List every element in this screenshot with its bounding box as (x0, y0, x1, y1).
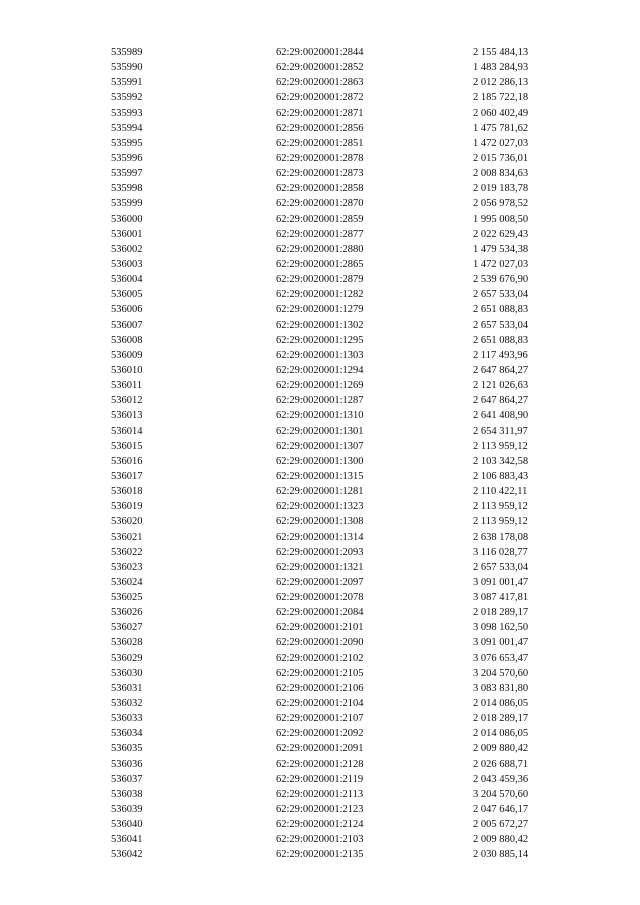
cadastral-number: 62:29:0020001:2871 (276, 107, 364, 119)
cadastral-value: 2 019 183,78 (473, 183, 529, 195)
cadastral-value: 2 113 959,12 (473, 440, 528, 452)
row-id: 536032 (111, 698, 143, 710)
row-id: 536008 (111, 334, 143, 346)
cadastral-number: 62:29:0020001:2097 (276, 576, 364, 588)
cadastral-value: 2 647 864,27 (473, 364, 529, 376)
cadastral-value: 2 026 688,71 (473, 758, 529, 770)
row-id: 536033 (111, 713, 143, 725)
row-id: 536021 (111, 531, 143, 543)
table-row (0, 681, 640, 696)
table-row (0, 166, 640, 181)
cadastral-number: 62:29:0020001:2851 (276, 137, 364, 149)
cadastral-number: 62:29:0020001:2135 (276, 849, 364, 861)
cadastral-value: 2 651 088,83 (473, 334, 529, 346)
cadastral-number: 62:29:0020001:2858 (276, 183, 364, 195)
cadastral-value: 2 110 422,11 (473, 486, 528, 498)
cadastral-value: 2 009 880,42 (473, 743, 529, 755)
row-id: 536020 (111, 516, 143, 528)
cadastral-number: 62:29:0020001:1287 (276, 395, 364, 407)
row-id: 536028 (111, 637, 143, 649)
table-row (0, 121, 640, 136)
cadastral-number: 62:29:0020001:2128 (276, 758, 364, 770)
table-row (0, 408, 640, 423)
row-id: 536015 (111, 440, 143, 452)
table-row (0, 378, 640, 393)
cadastral-value: 1 472 027,03 (473, 258, 529, 270)
cadastral-number: 62:29:0020001:1281 (276, 486, 364, 498)
cadastral-number: 62:29:0020001:2865 (276, 258, 364, 270)
cadastral-number: 62:29:0020001:2872 (276, 92, 364, 104)
cadastral-number: 62:29:0020001:2107 (276, 713, 364, 725)
cadastral-number: 62:29:0020001:2093 (276, 546, 364, 558)
table-row (0, 60, 640, 75)
table-row (0, 454, 640, 469)
row-id: 535990 (111, 62, 143, 74)
cadastral-value: 2 047 646,17 (473, 804, 529, 816)
row-id: 536011 (111, 380, 143, 392)
cadastral-value: 2 009 880,42 (473, 834, 529, 846)
row-id: 536029 (111, 652, 143, 664)
table-row (0, 106, 640, 121)
table-row (0, 545, 640, 560)
cadastral-value: 2 060 402,49 (473, 107, 529, 119)
row-id: 536041 (111, 834, 143, 846)
cadastral-number: 62:29:0020001:2084 (276, 607, 364, 619)
cadastral-number: 62:29:0020001:2852 (276, 62, 364, 74)
cadastral-value: 2 106 883,43 (473, 470, 529, 482)
table-row (0, 530, 640, 545)
cadastral-value: 3 116 028,77 (473, 546, 528, 558)
cadastral-value: 3 204 570,60 (473, 788, 529, 800)
row-id: 535991 (111, 77, 143, 89)
row-id: 536030 (111, 667, 143, 679)
cadastral-value: 2 015 736,01 (473, 152, 529, 164)
cadastral-number: 62:29:0020001:2844 (276, 47, 364, 58)
cadastral-number: 62:29:0020001:1323 (276, 501, 364, 513)
cadastral-number: 62:29:0020001:2113 (276, 788, 364, 800)
row-id: 535998 (111, 183, 143, 195)
cadastral-number: 62:29:0020001:2877 (276, 228, 364, 240)
cadastral-number: 62:29:0020001:2092 (276, 728, 364, 740)
table-row (0, 439, 640, 454)
row-id: 536017 (111, 470, 143, 482)
row-id: 536001 (111, 228, 143, 240)
row-id: 536038 (111, 788, 143, 800)
cadastral-value: 3 098 162,50 (473, 622, 529, 634)
cadastral-value: 1 472 027,03 (473, 137, 529, 149)
row-id: 536012 (111, 395, 143, 407)
table-row (0, 499, 640, 514)
row-id: 536014 (111, 425, 143, 437)
table-row (0, 318, 640, 333)
row-id: 535997 (111, 168, 143, 180)
cadastral-number: 62:29:0020001:2870 (276, 198, 364, 210)
table-row (0, 605, 640, 620)
cadastral-value: 1 995 008,50 (473, 213, 529, 225)
table-row (0, 726, 640, 741)
cadastral-number: 62:29:0020001:1301 (276, 425, 364, 437)
cadastral-number: 62:29:0020001:1308 (276, 516, 364, 528)
table-row (0, 696, 640, 711)
row-id: 536035 (111, 743, 143, 755)
table-row (0, 196, 640, 211)
row-id: 535992 (111, 92, 143, 104)
cadastral-value: 2 638 178,08 (473, 531, 529, 543)
table-row (0, 575, 640, 590)
cadastral-value: 2 113 959,12 (473, 501, 528, 513)
row-id: 536018 (111, 486, 143, 498)
table-row (0, 666, 640, 681)
table-row (0, 333, 640, 348)
row-id: 536034 (111, 728, 143, 740)
table-row (0, 90, 640, 105)
table-row (0, 635, 640, 650)
cadastral-value: 2 657 533,04 (473, 561, 529, 573)
row-id: 536025 (111, 592, 143, 604)
cadastral-number: 62:29:0020001:1269 (276, 380, 364, 392)
cadastral-value: 2 014 086,05 (473, 728, 529, 740)
cadastral-number: 62:29:0020001:1303 (276, 349, 364, 361)
cadastral-value: 2 005 672,27 (473, 819, 529, 831)
cadastral-value: 3 083 831,80 (473, 682, 529, 694)
table-row (0, 560, 640, 575)
cadastral-number: 62:29:0020001:2879 (276, 274, 364, 286)
cadastral-value: 2 657 533,04 (473, 289, 529, 301)
cadastral-value: 2 014 086,05 (473, 698, 529, 710)
cadastral-value: 2 155 484,13 (473, 47, 529, 58)
cadastral-number: 62:29:0020001:1314 (276, 531, 364, 543)
cadastral-value: 3 087 417,81 (473, 592, 529, 604)
table-row (0, 45, 640, 60)
cadastral-number: 62:29:0020001:2105 (276, 667, 364, 679)
table-row (0, 772, 640, 787)
row-id: 536010 (111, 364, 143, 376)
table-row (0, 242, 640, 257)
row-id: 536022 (111, 546, 143, 558)
cadastral-value: 2 654 311,97 (473, 425, 528, 437)
row-id: 536042 (111, 849, 143, 861)
cadastral-number: 62:29:0020001:2102 (276, 652, 364, 664)
row-id: 536013 (111, 410, 143, 422)
cadastral-number: 62:29:0020001:2123 (276, 804, 364, 816)
row-id: 536026 (111, 607, 143, 619)
cadastral-value: 3 204 570,60 (473, 667, 529, 679)
table-row (0, 514, 640, 529)
cadastral-number: 62:29:0020001:2090 (276, 637, 364, 649)
row-id: 535993 (111, 107, 143, 119)
table-row (0, 832, 640, 847)
cadastral-number: 62:29:0020001:2856 (276, 122, 364, 134)
table-row (0, 75, 640, 90)
cadastral-value: 2 657 533,04 (473, 319, 529, 331)
row-id: 536000 (111, 213, 143, 225)
cadastral-value: 2 121 026,63 (473, 380, 529, 392)
cadastral-number: 62:29:0020001:1307 (276, 440, 364, 452)
cadastral-number: 62:29:0020001:1282 (276, 289, 364, 301)
table-row (0, 227, 640, 242)
table-row (0, 348, 640, 363)
table-row (0, 469, 640, 484)
row-id: 535989 (111, 47, 143, 58)
cadastral-number: 62:29:0020001:2880 (276, 243, 364, 255)
cadastral-value: 2 043 459,36 (473, 773, 529, 785)
cadastral-number: 62:29:0020001:2091 (276, 743, 364, 755)
cadastral-value: 2 018 289,17 (473, 713, 529, 725)
cadastral-value: 1 483 284,93 (473, 62, 529, 74)
table-row (0, 817, 640, 832)
cadastral-number: 62:29:0020001:2119 (276, 773, 364, 785)
cadastral-value: 2 103 342,58 (473, 455, 529, 467)
table-row (0, 484, 640, 499)
cadastral-value: 2 641 408,90 (473, 410, 529, 422)
table-row (0, 590, 640, 605)
cadastral-number: 62:29:0020001:2078 (276, 592, 364, 604)
cadastral-number: 62:29:0020001:2873 (276, 168, 364, 180)
table-row (0, 711, 640, 726)
cadastral-number: 62:29:0020001:2124 (276, 819, 364, 831)
cadastral-value: 2 651 088,83 (473, 304, 529, 316)
row-id: 536039 (111, 804, 143, 816)
table-row (0, 787, 640, 802)
row-id: 536009 (111, 349, 143, 361)
cadastral-value: 1 479 534,38 (473, 243, 529, 255)
cadastral-value: 2 022 629,43 (473, 228, 529, 240)
cadastral-number: 62:29:0020001:1302 (276, 319, 364, 331)
cadastral-number: 62:29:0020001:1295 (276, 334, 364, 346)
cadastral-number: 62:29:0020001:1315 (276, 470, 364, 482)
table-row (0, 620, 640, 635)
table-row (0, 302, 640, 317)
cadastral-value: 2 117 493,96 (473, 349, 528, 361)
row-id: 536004 (111, 274, 143, 286)
cadastral-number: 62:29:0020001:2863 (276, 77, 364, 89)
table-row (0, 181, 640, 196)
cadastral-value: 2 030 885,14 (473, 849, 529, 861)
table-row (0, 757, 640, 772)
row-id: 536016 (111, 455, 143, 467)
cadastral-value-table (0, 45, 640, 863)
cadastral-value: 2 012 286,13 (473, 77, 529, 89)
table-row (0, 741, 640, 756)
cadastral-value: 2 647 864,27 (473, 395, 529, 407)
cadastral-number: 62:29:0020001:2859 (276, 213, 364, 225)
row-id: 535994 (111, 122, 143, 134)
cadastral-value: 2 056 978,52 (473, 198, 529, 210)
cadastral-number: 62:29:0020001:2106 (276, 682, 364, 694)
cadastral-value: 3 091 001,47 (473, 576, 529, 588)
table-row (0, 424, 640, 439)
row-id: 536040 (111, 819, 143, 831)
table-row (0, 136, 640, 151)
row-id: 536037 (111, 773, 143, 785)
cadastral-number: 62:29:0020001:1294 (276, 364, 364, 376)
cadastral-value: 1 475 781,62 (473, 122, 529, 134)
cadastral-value: 3 076 653,47 (473, 652, 529, 664)
table-row (0, 393, 640, 408)
cadastral-value: 2 008 834,63 (473, 168, 529, 180)
row-id: 536019 (111, 501, 143, 513)
row-id: 536003 (111, 258, 143, 270)
table-row (0, 257, 640, 272)
row-id: 536006 (111, 304, 143, 316)
row-id: 535999 (111, 198, 143, 210)
cadastral-number: 62:29:0020001:2104 (276, 698, 364, 710)
cadastral-number: 62:29:0020001:1300 (276, 455, 364, 467)
table-row (0, 212, 640, 227)
row-id: 536005 (111, 289, 143, 301)
table-row (0, 287, 640, 302)
row-id: 536002 (111, 243, 143, 255)
cadastral-value: 2 185 722,18 (473, 92, 529, 104)
table-row (0, 151, 640, 166)
table-row (0, 272, 640, 287)
cadastral-number: 62:29:0020001:1310 (276, 410, 364, 422)
row-id: 536027 (111, 622, 143, 634)
cadastral-value: 3 091 001,47 (473, 637, 529, 649)
row-id: 536031 (111, 682, 143, 694)
table-row (0, 802, 640, 817)
row-id: 536024 (111, 576, 143, 588)
row-id: 536036 (111, 758, 143, 770)
row-id: 536007 (111, 319, 143, 331)
cadastral-value: 2 113 959,12 (473, 516, 528, 528)
cadastral-number: 62:29:0020001:1321 (276, 561, 364, 573)
cadastral-number: 62:29:0020001:1279 (276, 304, 364, 316)
table-row (0, 847, 640, 862)
table-row (0, 651, 640, 666)
row-id: 536023 (111, 561, 143, 573)
row-id: 535996 (111, 152, 143, 164)
cadastral-number: 62:29:0020001:2103 (276, 834, 364, 846)
cadastral-value: 2 018 289,17 (473, 607, 529, 619)
cadastral-number: 62:29:0020001:2101 (276, 622, 364, 634)
table-row (0, 363, 640, 378)
cadastral-number: 62:29:0020001:2878 (276, 152, 364, 164)
row-id: 535995 (111, 137, 143, 149)
cadastral-value: 2 539 676,90 (473, 274, 529, 286)
